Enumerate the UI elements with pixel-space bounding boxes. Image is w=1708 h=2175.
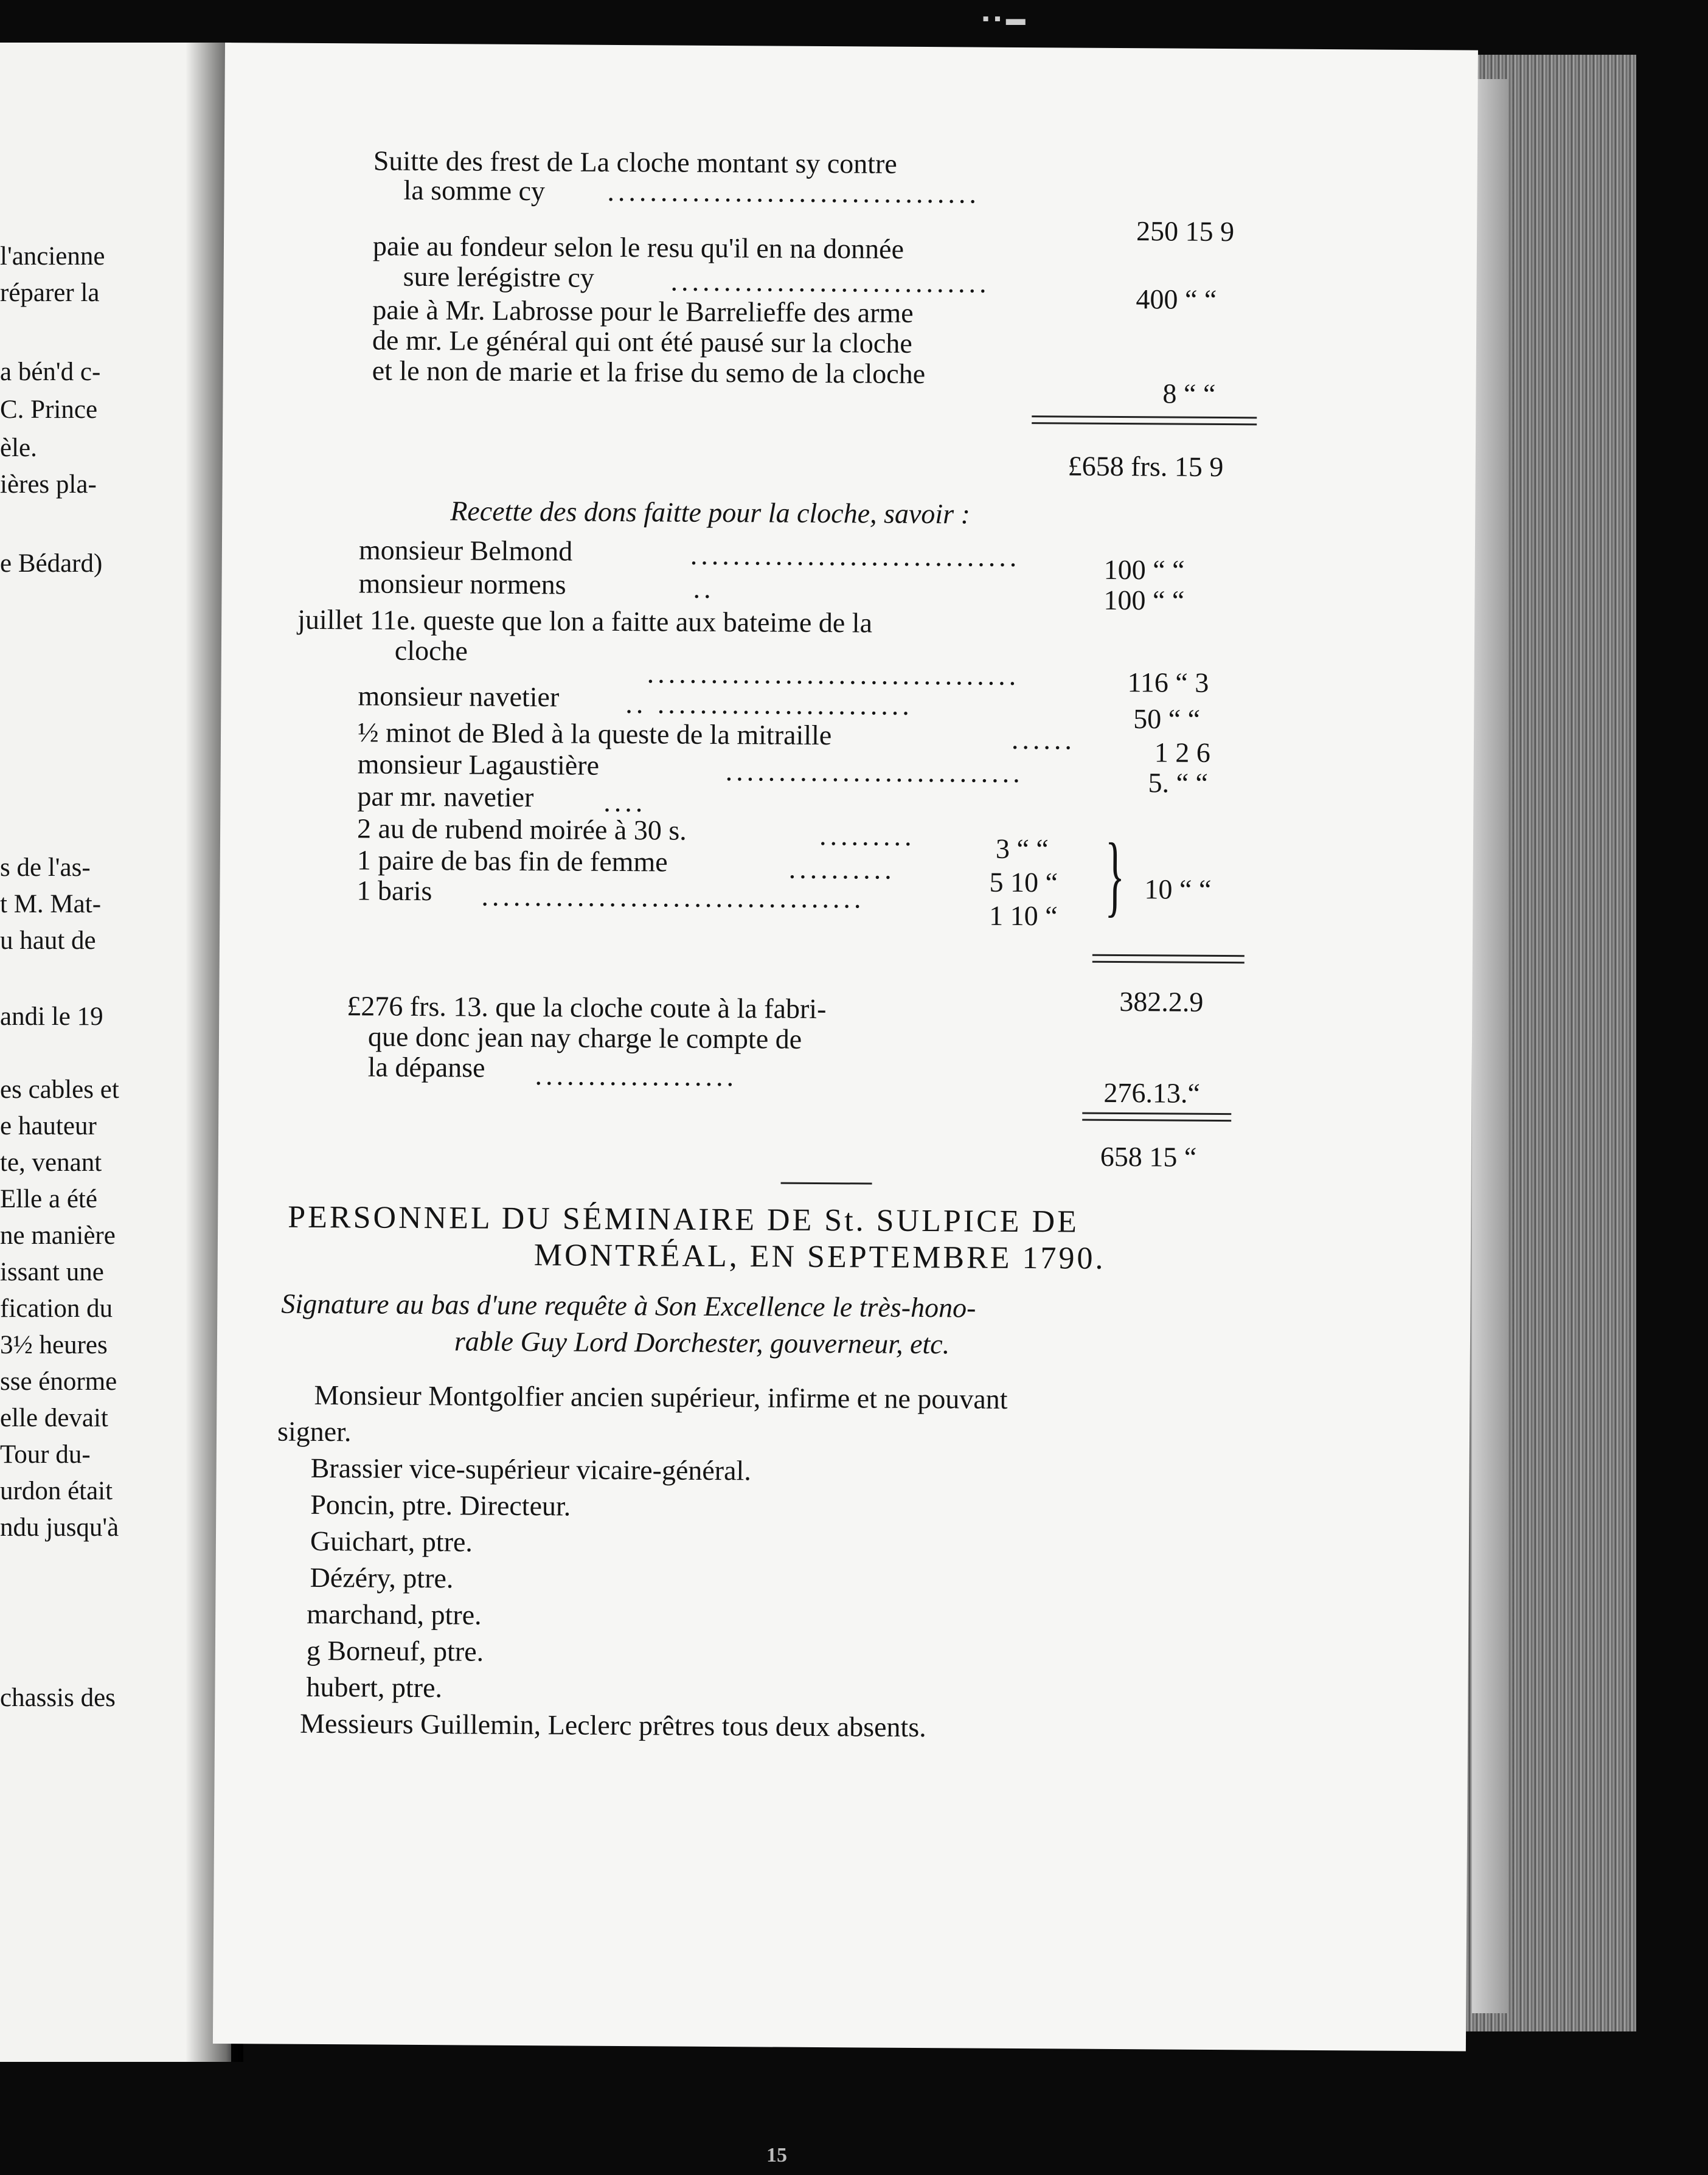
personnel-entry: g Borneuf, ptre.	[306, 1634, 484, 1667]
amount: 100 “ “	[1103, 584, 1185, 616]
receipt-label: monsieur normens	[358, 567, 566, 600]
left-text-fragment: ne manière	[0, 1221, 116, 1250]
account-total: £658 frs. 15 9	[1068, 450, 1224, 483]
left-text-fragment: Tour du-	[0, 1440, 91, 1469]
personnel-subtitle: Signature au bas d'une requête à Son Excellence le très-hono-	[281, 1288, 976, 1323]
leader-dots: ...................	[535, 1060, 738, 1092]
personnel-entry: hubert, ptre.	[306, 1671, 443, 1704]
personnel-entry: Poncin, ptre. Directeur.	[310, 1488, 571, 1522]
folio-number: 15	[766, 2144, 787, 2166]
left-text-fragment: sse énorme	[0, 1367, 117, 1396]
cost-line: la dépanse	[367, 1051, 485, 1083]
left-text-fragment: t M. Mat-	[0, 890, 102, 918]
left-text-fragment: Elle a été	[0, 1185, 97, 1213]
left-text-fragment: l'ancienne	[0, 242, 105, 271]
amount: 250 15 9	[1136, 215, 1235, 248]
leader-dots: .........	[819, 819, 915, 852]
receipt-label: 2 au de rubend moirée à 30 s.	[356, 813, 687, 846]
account-founder-line: sure lerégistre cy	[403, 260, 594, 293]
receipt-label: 1 paire de bas fin de femme	[356, 844, 668, 878]
leader-dots: ...................................	[607, 175, 981, 209]
double-rule	[1032, 415, 1257, 425]
grand-total: 658 15 “	[1100, 1140, 1197, 1173]
left-text-fragment: e hauteur	[0, 1112, 97, 1140]
amount: 400 “ “	[1136, 283, 1217, 315]
right-brace: }	[1105, 824, 1125, 926]
leader-dots: ....................................	[481, 880, 865, 914]
account-founder-line: paie au fondeur selon le resu qu'il en na donnée	[372, 230, 904, 265]
left-text-fragment: u haut de	[0, 926, 96, 955]
account-intro-line: Suitte des frest de La cloche montant sy contre	[373, 145, 897, 179]
leader-dots: ..	[693, 572, 715, 604]
amount: 50 “ “	[1133, 703, 1201, 735]
account-labrosse-line: paie à Mr. Labrosse pour le Barrelieffe des arme	[372, 294, 914, 328]
personnel-subtitle: rable Guy Lord Dorchester, gouverneur, etc.	[454, 1325, 950, 1360]
right-page	[213, 43, 1478, 2052]
receipt-label: juillet 11e. queste que lon a faitte aux bateime de la	[297, 603, 873, 639]
amount: 5 10 “	[989, 866, 1058, 898]
receipt-label: monsieur navetier	[358, 680, 560, 713]
amount: 116 “ 3	[1127, 667, 1209, 698]
left-text-fragment: elle devait	[0, 1404, 108, 1432]
left-text-fragment: s de l'as-	[0, 853, 91, 882]
amount: 5. “ “	[1148, 767, 1209, 799]
personnel-entry: Messieurs Guillemin, Leclerc prêtres tous deux absents.	[299, 1707, 926, 1743]
left-text-fragment: C. Prince	[0, 395, 98, 424]
personnel-entry: signer.	[277, 1415, 352, 1448]
personnel-entry: marchand, ptre.	[307, 1598, 482, 1631]
left-text-fragment: ndu jusqu'à	[0, 1513, 119, 1542]
left-text-fragment: a bén'd c-	[0, 358, 101, 386]
personnel-entry: Brassier vice-supérieur vicaire-général.	[310, 1452, 751, 1486]
leader-dots: .. ........................	[625, 688, 914, 721]
receipt-label: ½ minot de Bled à la queste de la mitraille	[357, 716, 832, 751]
book-page-edge-highlight	[1472, 79, 1508, 2013]
double-rule	[1092, 954, 1245, 964]
section-divider	[781, 1182, 872, 1185]
personnel-title: MONTRÉAL, EN SEPTEMBRE 1790.	[533, 1238, 1106, 1276]
receipt-label: 1 baris	[356, 875, 432, 907]
leader-dots: ...................................	[647, 657, 1020, 691]
account-intro-line: la somme cy	[403, 174, 546, 207]
amount: 1 10 “	[989, 900, 1058, 932]
cost-line: que donc jean nay charge le compte de	[367, 1021, 802, 1055]
account-labrosse-line: de mr. Le général qui ont été pausé sur la cloche	[372, 324, 912, 359]
left-text-fragment: ières pla-	[0, 470, 97, 499]
bracketed-total: 10 “ “	[1144, 873, 1212, 905]
account-labrosse-line: et le non de marie et la frise du semo de la cloche	[372, 355, 926, 390]
personnel-title: PERSONNEL DU SÉMINAIRE DE St. SULPICE DE	[288, 1199, 1080, 1240]
amount: 276.13.“	[1103, 1077, 1201, 1109]
left-text-fragment: 3½ heures	[0, 1331, 108, 1359]
receipts-heading: Recette des dons faitte pour la cloche, savoir :	[450, 495, 971, 530]
leader-dots: ..........	[788, 853, 895, 885]
left-text-fragment: andi le 19	[0, 1002, 103, 1031]
left-text-fragment: èle.	[0, 434, 37, 462]
leader-dots: ......	[1011, 723, 1076, 755]
scan-speck: ▪ ▪ ▬	[982, 7, 1026, 29]
receipt-label: cloche	[394, 634, 468, 667]
personnel-entry: Dézéry, ptre.	[310, 1561, 454, 1594]
cost-line: £276 frs. 13. que la cloche coute à la fabri-	[347, 990, 827, 1025]
left-text-fragment: urdon était	[0, 1477, 113, 1505]
left-text-fragment: réparer la	[0, 279, 100, 307]
receipt-label: par mr. navetier	[357, 780, 534, 813]
amount: 8 “ “	[1162, 378, 1216, 409]
receipts-sum: 382.2.9	[1119, 986, 1204, 1018]
left-text-fragment: e Bédard)	[0, 549, 103, 578]
left-text-fragment: es cables et	[0, 1075, 119, 1104]
amount: 3 “ “	[995, 833, 1049, 865]
amount: 100 “ “	[1103, 553, 1185, 586]
leader-dots: ..............................	[670, 265, 990, 299]
left-text-fragment: te, venant	[0, 1148, 102, 1177]
personnel-entry: Monsieur Montgolfier ancien supérieur, infirme et ne pouvant	[314, 1379, 1008, 1415]
left-text-fragment: chassis des	[0, 1684, 116, 1712]
personnel-entry: Guichart, ptre.	[310, 1525, 473, 1558]
double-rule	[1082, 1112, 1231, 1122]
receipt-label: monsieur Belmond	[358, 534, 573, 567]
left-text-fragment: fication du	[0, 1294, 113, 1323]
receipt-label: monsieur Lagaustière	[357, 748, 600, 781]
leader-dots: ....	[603, 786, 647, 818]
leader-dots: ...............................	[690, 539, 1021, 573]
leader-dots: ............................	[725, 755, 1024, 789]
amount: 1 2 6	[1154, 737, 1211, 768]
left-text-fragment: issant une	[0, 1258, 104, 1286]
